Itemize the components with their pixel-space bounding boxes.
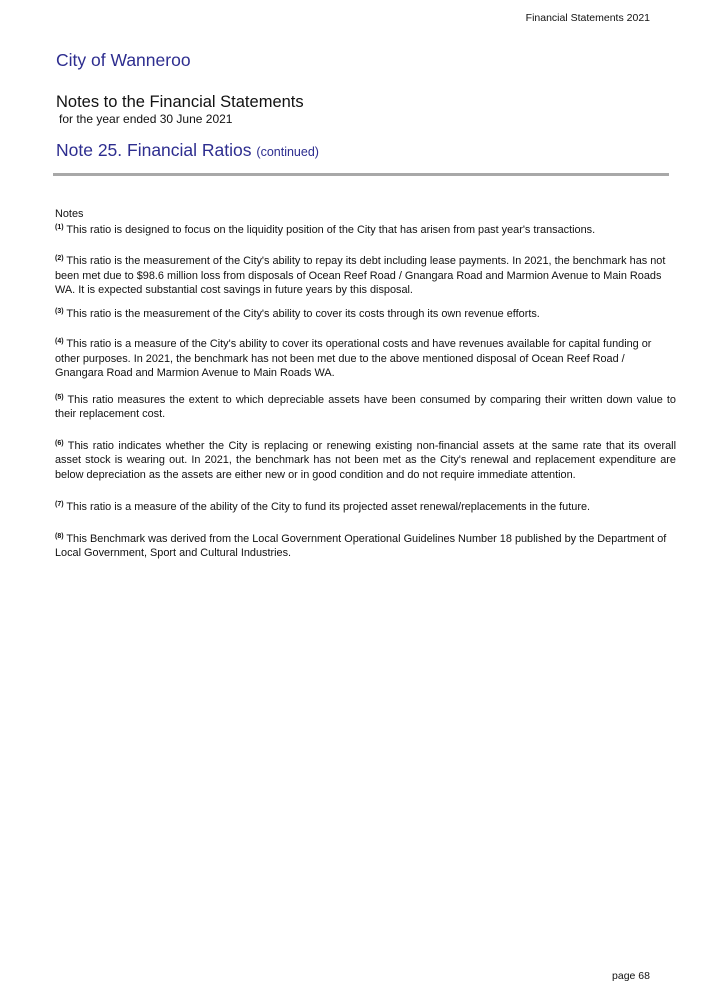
note-marker: (8) xyxy=(55,532,64,540)
notes-label: Notes xyxy=(55,208,84,220)
section-title: Notes to the Financial Statements xyxy=(56,93,304,111)
organization-name: City of Wanneroo xyxy=(56,50,191,70)
page-number: page 68 xyxy=(612,970,650,982)
note-text: This ratio indicates whether the City is replacing or renewing existing non-financial assets at the same rate that its overall asset stock is wearing out. In 2021, the benchmark has not been met as the City's renewal and replacement expenditure are below depreciation as the assets are either new or in good condition and do not require immediate attention. xyxy=(55,439,676,481)
note-item-8 xyxy=(55,532,676,561)
note-item-7 xyxy=(55,500,676,515)
note-marker: (3) xyxy=(55,307,64,315)
note-marker: (5) xyxy=(55,393,64,401)
note-text: This ratio is the measurement of the City's ability to repay its debt including lease payments. In 2021, the benchmark has not been met due to $98.6 million loss from disposals of Ocean Reef Road / Gnangara Road and Marmion Avenue to Main Roads WA. It is expected substantial cost savings in future years by this disposal. xyxy=(55,255,666,296)
note-item-2 xyxy=(55,254,676,298)
note-marker: (6) xyxy=(55,439,64,447)
note-marker: (2) xyxy=(55,255,64,262)
note-text: This ratio is the measurement of the City's ability to cover its costs through its own revenue efforts. xyxy=(66,307,540,320)
note-marker: (7) xyxy=(55,501,64,508)
note-text: This ratio is designed to focus on the liquidity position of the City that has arisen from past year's transactions. xyxy=(66,223,596,236)
note-heading-title: Note 25. Financial Ratios xyxy=(56,140,252,160)
note-heading xyxy=(56,140,319,161)
note-text: This ratio is a measure of the ability of the City to fund its projected asset renewal/replacements in the future. xyxy=(66,501,591,513)
note-item-1 xyxy=(55,223,676,238)
note-marker: (4) xyxy=(55,338,64,345)
section-subtitle: for the year ended 30 June 2021 xyxy=(59,112,233,126)
note-text: This Benchmark was derived from the Local Government Operational Guidelines Number 18 published by the Department of Local Government, Sport and Cultural Industries. xyxy=(55,532,667,559)
note-text: This ratio measures the extent to which depreciable assets have been consumed by comparing their written down value to their replacement cost. xyxy=(55,393,676,420)
note-text: This ratio is a measure of the City's ability to cover its operational costs and have revenues available for capital funding or other purposes. In 2021, the benchmark has not been met due to the above mentioned disposal of Ocean Reef Road / Gnangara Road and Marmion Avenue to Main Roads WA. xyxy=(55,338,652,379)
note-marker: (1) xyxy=(55,223,64,231)
note-heading-continued: (continued) xyxy=(256,145,319,159)
heading-divider xyxy=(53,173,669,176)
note-item-5 xyxy=(55,393,676,422)
notes-section xyxy=(55,207,676,561)
document-header-title: Financial Statements 2021 xyxy=(525,12,650,24)
note-item-6 xyxy=(55,439,676,483)
note-item-3 xyxy=(55,307,676,322)
note-item-4 xyxy=(55,337,676,381)
